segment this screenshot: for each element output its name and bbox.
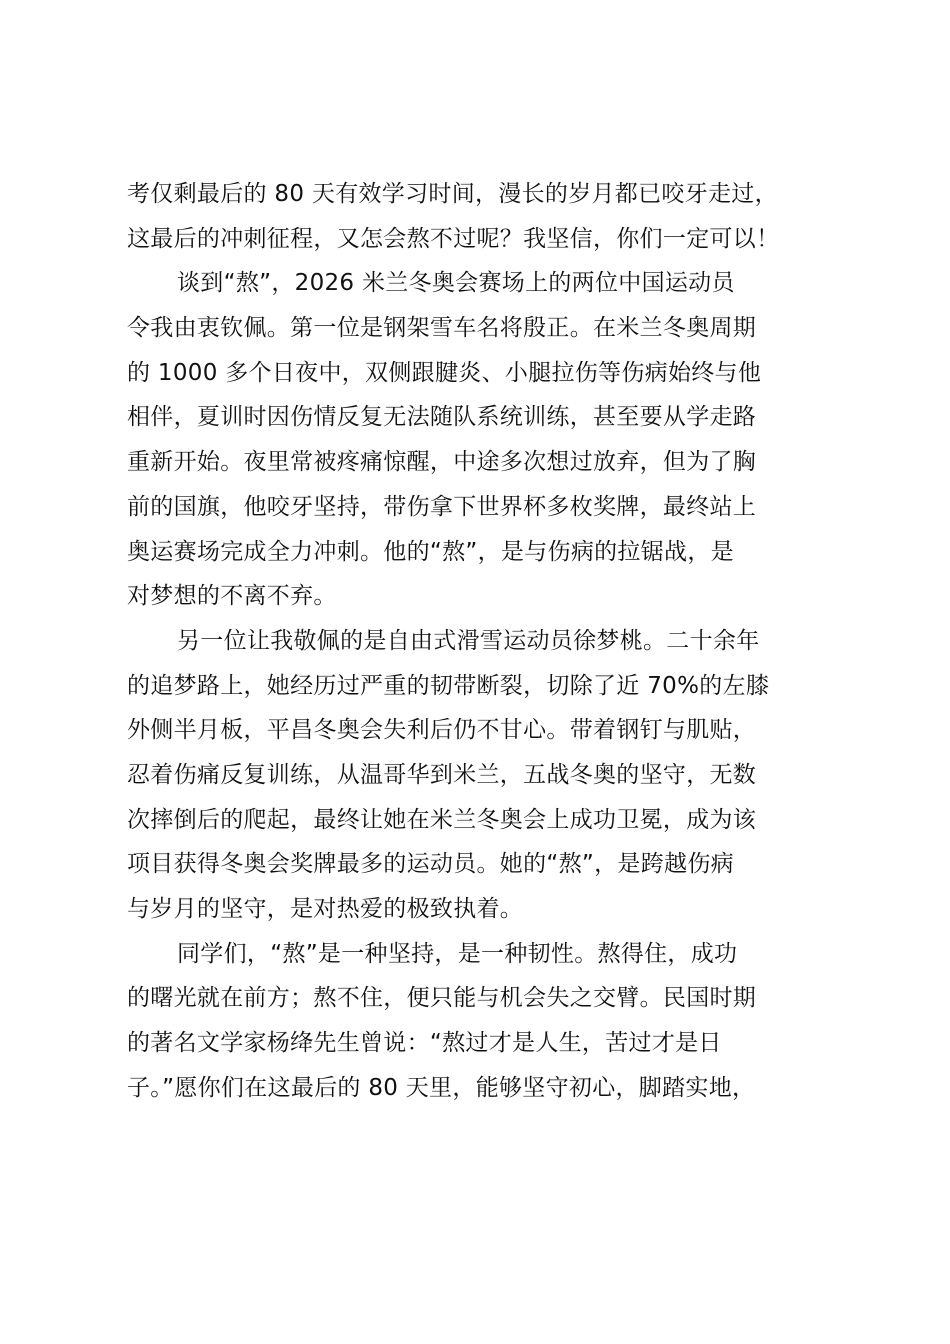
text-line: 外侧半月板，平昌冬奥会失利后仍不甘心。带着钢钉与肌贴， (127, 717, 757, 744)
text-line: 与岁月的坚守，是对热爱的极致执着。 (127, 896, 524, 922)
text-line: 对梦想的不离不弃。 (127, 583, 337, 610)
text-line: 这最后的冲刺征程，又怎会熬不过呢？我坚信，你们一定可以！ (127, 225, 780, 252)
text-line: 忍着伤痛反复训练，从温哥华到米兰，五战冬奥的坚守，无数 (127, 761, 757, 788)
text-line: 前的国旗，他咬牙坚持，带伤拿下世界杯多枚奖牌，最终站上 (127, 493, 757, 520)
text-line: 子。”愿你们在这最后的 80 天里，能够坚守初心，脚踏实地， (127, 1074, 756, 1101)
text-line: 令我由衷钦佩。第一位是钢架雪车名将殷正。在米兰冬奥周期 (127, 315, 757, 342)
text-line: 的 1000 多个日夜中，双侧跟腱炎、小腿拉伤等伤病始终与他 (127, 359, 762, 386)
text-line: 谈到“熬”，2026 米兰冬奥会赛场上的两位中国运动员 (177, 270, 735, 297)
text-line: 重新开始。夜里常被疼痛惊醒，中途多次想过放弃，但为了胸 (127, 449, 757, 476)
text-line: 奥运赛场完成全力冲刺。他的“熬”，是与伤病的拉锯战，是 (127, 538, 734, 565)
text-line: 的追梦路上，她经历过严重的韧带断裂，切除了近 70%的左膝 (127, 672, 770, 699)
text-line: 的曙光就在前方；熬不住，便只能与机会失之交臂。民国时期 (127, 985, 757, 1012)
text-line: 项目获得冬奥会奖牌最多的运动员。她的“熬”，是跨越伤病 (127, 851, 734, 878)
text-line: 另一位让我敬佩的是自由式滑雪运动员徐梦桃。二十余年 (177, 627, 760, 654)
text-line: 次摔倒后的爬起，最终让她在米兰冬奥会上成功卫冕，成为该 (127, 806, 757, 833)
text-line: 相伴，夏训时因伤情反复无法随队系统训练，甚至要从学走路 (127, 404, 757, 431)
body-text (127, 172, 852, 1110)
text-line: 的著名文学家杨绛先生曾说：“熬过才是人生，苦过才是日 (127, 1030, 722, 1057)
text-line: 同学们，“熬”是一种坚持，是一种韧性。熬得住，成功 (177, 940, 738, 967)
text-line: 考仅剩最后的 80 天有效学习时间，漫长的岁月都已咬牙走过， (127, 181, 778, 207)
